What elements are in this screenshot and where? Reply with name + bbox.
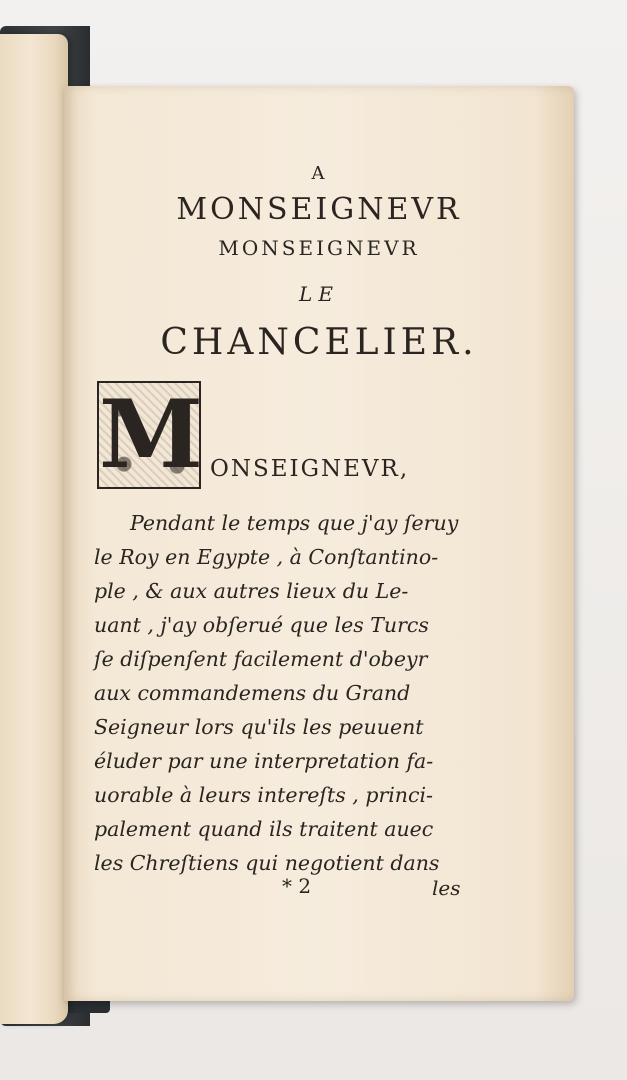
heading-chancelier: CHANCELIER. xyxy=(160,322,478,363)
left-page-edge xyxy=(0,34,68,1024)
heading-a: A xyxy=(311,163,327,184)
text-line: le Roy en Egypte , à Conſtantino- xyxy=(94,545,439,569)
heading-monseigneur-small: MONSEIGNEVR xyxy=(218,236,420,260)
ornamental-initial xyxy=(97,380,204,490)
salutation: ONSEIGNEVR, xyxy=(210,456,410,482)
dropcap-letter: M xyxy=(99,380,204,490)
text-line: uant , j'ay obſerué que les Turcs xyxy=(94,613,429,637)
text-line: palement quand ils traitent auec xyxy=(94,817,434,841)
text-line: éluder par une interpretation fa- xyxy=(94,749,434,773)
body-text xyxy=(94,506,474,880)
heading-le: LE xyxy=(299,282,339,306)
text-line: Seigneur lors qu'ils les peuuent xyxy=(94,715,424,739)
text-line: les Chreſtiens qui negotient dans xyxy=(94,851,440,875)
text-line: Pendant le temps que j'ay ſeruy xyxy=(130,511,459,535)
text-line: ſe diſpenſent facilement d'obeyr xyxy=(94,647,428,671)
text-line: ple , & aux autres lieux du Le- xyxy=(94,579,409,603)
text-line: uorable à leurs intereſts , princi- xyxy=(94,783,433,807)
text-line: aux commandemens du Grand xyxy=(94,681,411,705)
heading-monseigneur-large: MONSEIGNEVR xyxy=(176,192,462,227)
signature-mark: * 2 xyxy=(282,874,312,898)
book-page xyxy=(64,86,574,1001)
catchword: les xyxy=(432,876,461,900)
